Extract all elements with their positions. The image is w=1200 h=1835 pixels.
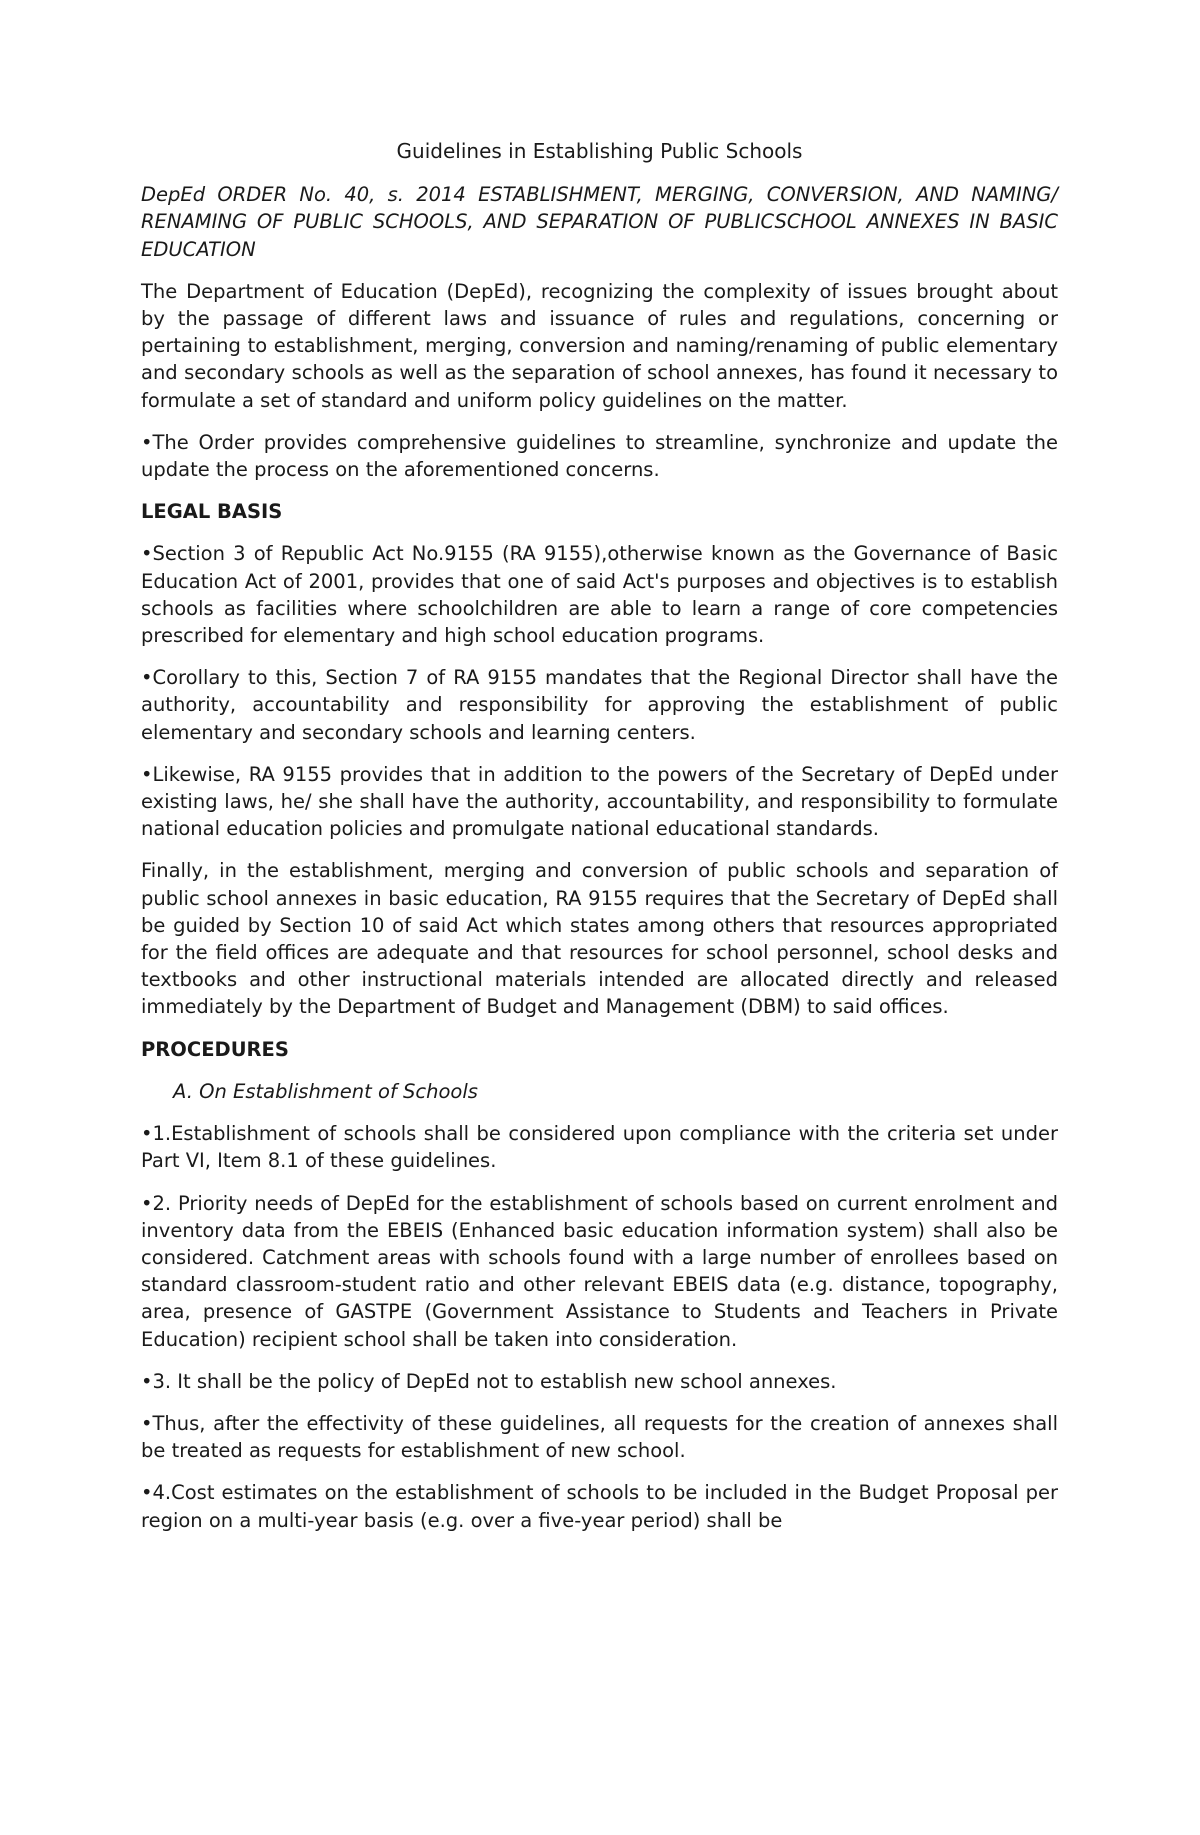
finally-paragraph: Finally, in the establishment, merging and conversion of public schools and separation of public school annexes in basic education, RA 9155 requires that the Secretary of DepEd shall be guided by Section 10 of said Act which states among others that resources appropriated for the field offices are adequate and that resources for school personnel, school desks and textbooks and other instructional materials intended are allocated directly and released immediately by the Department of Budget and Management (DBM) to said offices. xyxy=(141,859,1058,1019)
establishment-subheading: A. On Establishment of Schools xyxy=(173,1079,478,1103)
procedure-item-thus: •Thus, after the effectivity of these guidelines, all requests for the creation of annexes shall be treated as requests for establishment of new school. xyxy=(141,1411,1058,1463)
legal-basis-heading: LEGAL BASIS xyxy=(141,500,283,524)
procedure-item-1: •1.Establishment of schools shall be considered upon compliance with the criteria set under Part VI, Item 8.1 of these guidelines. xyxy=(141,1122,1058,1173)
legal-basis-bullet-2: •Corollary to this, Section 7 of RA 9155 mandates that the Regional Director shall have the authority, accountability and responsibility for approving the establishment of public elementary and secondary schools and learning centers. xyxy=(141,666,1058,744)
order-bullet: •The Order provides comprehensive guidelines to streamline, synchronize and update the update the process on the aforementioned concerns. xyxy=(141,430,1058,482)
intro-paragraph: The Department of Education (DepEd), recognizing the complexity of issues brought about by the passage of different laws and issuance of rules and regulations, concerning or pertaining to establishment, merging, conversion and naming/renaming of public elementary and secondary schools as well as the separation of school annexes, has found it necessary to formulate a set of standard and uniform policy guidelines on the matter. xyxy=(141,279,1058,412)
legal-basis-bullet-1: •Section 3 of Republic Act No.9155 (RA 9155),otherwise known as the Governance of Basic Education Act of 2001, provides that one of said Act's purposes and objectives is to establish schools as facilities where schoolchildren are able to learn a range of core competencies prescribed for elementary and high school education programs. xyxy=(141,542,1058,648)
document-title: Guidelines in Establishing Public Schools xyxy=(396,139,803,163)
procedures-heading: PROCEDURES xyxy=(141,1037,289,1061)
procedure-item-3: •3. It shall be the policy of DepEd not to establish new school annexes. xyxy=(141,1369,837,1393)
document-page xyxy=(141,138,1058,1534)
procedure-item-4: •4.Cost estimates on the establishment of schools to be included in the Budget Proposal per region on a multi-year basis (e.g. over a five-year period) shall be xyxy=(141,1481,1058,1532)
procedure-item-2: •2. Priority needs of DepEd for the establishment of schools based on current enrolment and inventory data from the EBEIS (Enhanced basic education information system) shall also be considered. Catchment areas with schools found with a large number of enrollees based on standard classroom-student ratio and other relevant EBEIS data (e.g. distance, topography, area, presence of GASTPE (Government Assistance to Students and Teachers in Private Education) recipient school shall be taken into consideration. xyxy=(141,1191,1058,1351)
legal-basis-bullet-3: •Likewise, RA 9155 provides that in addition to the powers of the Secretary of DepEd under existing laws, he/ she shall have the authority, accountability, and responsibility to formulate national education policies and promulgate national educational standards. xyxy=(141,762,1058,841)
document-subtitle: DepEd ORDER No. 40, s. 2014 ESTABLISHMENT, MERGING, CONVERSION, AND NAMING/ RENAMING OF PUBLIC SCHOOLS, AND SEPARATION OF PUBLICSCHOOL ANNEXES IN BASIC EDUCATION xyxy=(141,183,1058,261)
